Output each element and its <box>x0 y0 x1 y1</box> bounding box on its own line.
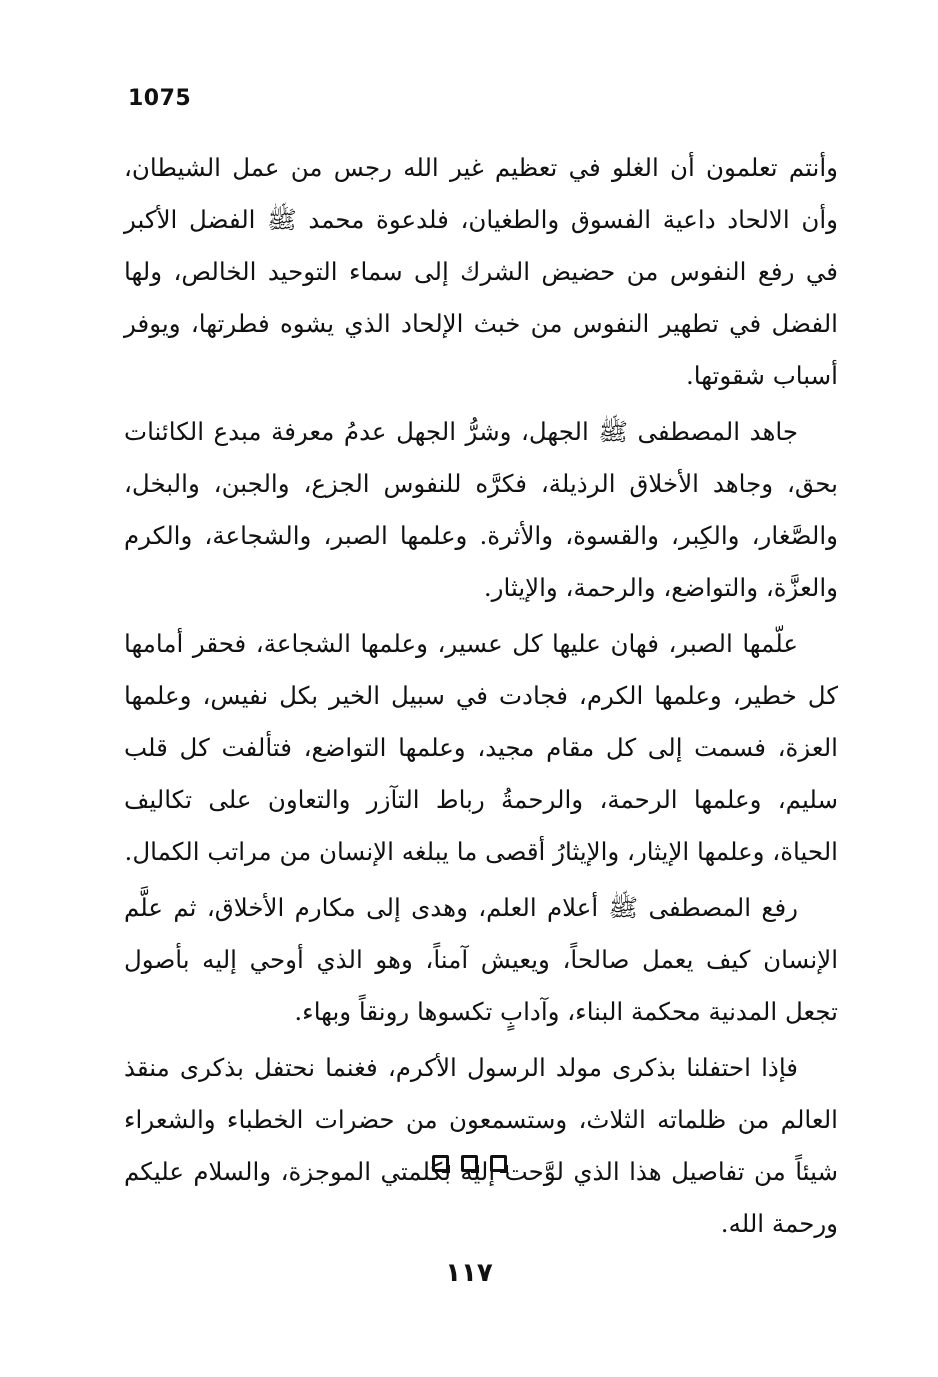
separator-box-icon <box>432 1155 449 1172</box>
separator-box-icon <box>461 1155 478 1172</box>
page-footer-number: ١١٧ <box>445 1258 493 1288</box>
article-body <box>124 142 838 1254</box>
paragraph-2: جاهد المصطفى ﷺ الجهل، وشرُّ الجهل عدمُ معرفة مبدع الكائنات بحق، وجاهد الأخلاق الرذيلة، فكرَّه للنفوس الجزع، والجبن، والبخل، والصَّغار، والكِبر، والقسوة، والأثرة. وعلمها الصبر، والشجاعة، والكرم والعزَّة، والتواضع، والرحمة، والإيثار. <box>124 417 838 602</box>
separator-box-icon <box>490 1155 507 1172</box>
paragraph-1: وأنتم تعلمون أن الغلو في تعظيم غير الله رجس من عمل الشيطان، وأن الالحاد داعية الفسوق والطغيان، فلدعوة محمد ﷺ الفضل الأكبر في رفع النفوس من حضيض الشرك إلى سماء التوحيد الخالص، ولها الفضل في تطهير النفوس من خبث الإلحاد الذي يشوه فطرتها، ويوفر أسباب شقوتها. <box>124 153 838 390</box>
page-header-number: 1075 <box>128 86 192 111</box>
paragraph-4: رفع المصطفى ﷺ أعلام العلم، وهدى إلى مكارم الأخلاق، ثم علَّم الإنسان كيف يعمل صالحاً، ويعيش آمناً، وهو الذي أوحي إليه بأصول تجعل المدنية محكمة البناء، وآدابٍ تكسوها رونقاً وبهاء. <box>124 893 838 1026</box>
section-separator <box>0 1155 938 1172</box>
paragraph-5: فإذا احتفلنا بذكرى مولد الرسول الأكرم، فغنما نحتفل بذكرى منقذ العالم من ظلماته الثلاث، وستسمعون من حضرات الخطباء والشعراء شيئاً من تفاصيل هذا الذي لوَّحت إليه بكلمتي الموجزة، والسلام عليكم ورحمة الله. <box>124 1053 838 1238</box>
paragraph-3: علّمها الصبر، فهان عليها كل عسير، وعلمها الشجاعة، فحقر أمامها كل خطير، وعلمها الكرم، فجادت في سبيل الخير بكل نفيس، وعلمها العزة، فسمت إلى كل مقام مجيد، وعلمها التواضع، فتألفت كل قلب سليم، وعلمها الرحمة، والرحمةُ رباط التآزر والتعاون على تكاليف الحياة، وعلمها الإيثار، والإيثارُ أقصى ما يبلغه الإنسان من مراتب الكمال. <box>124 629 838 866</box>
